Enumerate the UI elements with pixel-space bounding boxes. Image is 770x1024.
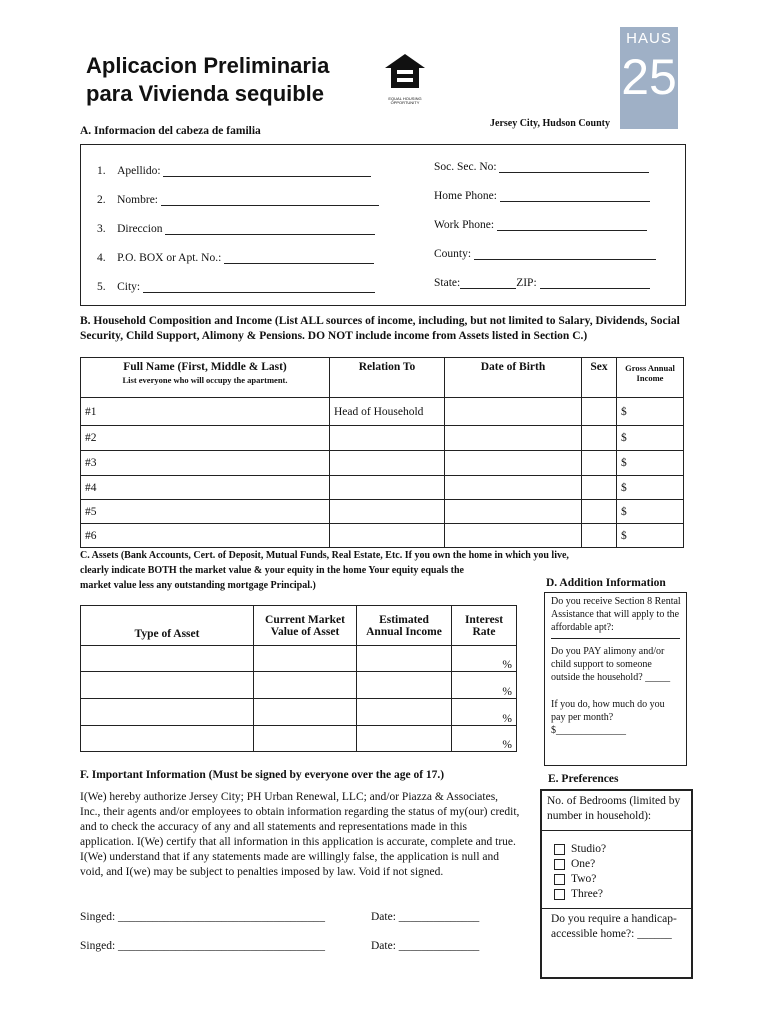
section-f-body: I(We) hereby authorize Jersey City; PH Urban Renewal, LLC; and/or Piazza & Associates, Inc., their agents and/or employees to obtain information regarding the status of my(our) credit, and to check the accuracy of any and all statements and representations made in this application. I(We) certify that all information in this application is accurate, complete and true. I(We) understand that if any statements made are willingly false, the application is null and void, and I(we) may be subject to penalties imposed by law. Void if not signed. xyxy=(80,791,520,878)
section-a-box xyxy=(80,144,686,306)
a-field-ssn[interactable]: Soc. Sec. No: xyxy=(434,161,649,173)
table-row[interactable]: #5 $ xyxy=(81,500,684,524)
equal-housing-logo xyxy=(383,52,427,105)
section-a-heading: A. Informacion del cabeza de familia xyxy=(80,125,261,137)
col-dob: Date of Birth xyxy=(445,358,582,398)
eho-text: EQUAL HOUSING OPPORTUNITY xyxy=(388,96,422,105)
table-row[interactable]: #1 Head of Household $ xyxy=(81,398,684,426)
a-field-nombre[interactable]: 2. Nombre: xyxy=(97,194,379,206)
house-icon xyxy=(383,52,427,92)
title-line-1: Aplicacion Preliminaria xyxy=(86,53,330,78)
option-three[interactable]: Three? xyxy=(554,887,691,902)
col-relation: Relation To xyxy=(330,358,445,398)
table-row[interactable]: % xyxy=(81,726,517,752)
title-line-2: para Vivienda sequible xyxy=(86,81,325,106)
col-interest-rate: Interest Rate xyxy=(452,606,517,646)
col-income: Gross Annual Income xyxy=(617,358,684,398)
section-c-heading: C. Assets (Bank Accounts, Cert. of Deposit, Mutual Funds, Real Estate, Etc. If you own the home in which you live, clearly indicate BOTH the market value & your equity in the home Your equity equals the market value less any outstanding mortgage Principal.) xyxy=(80,550,569,591)
section-d-box xyxy=(544,592,687,766)
col-asset-type: Type of Asset xyxy=(81,606,254,646)
section-e-box xyxy=(540,789,693,979)
date-line-2[interactable]: Date: ______________ xyxy=(371,940,480,952)
a-field-state-zip[interactable]: State: ZIP: xyxy=(434,277,650,289)
d-question-amount: If you do, how much do you pay per month? xyxy=(551,699,665,723)
a-field-county[interactable]: County: xyxy=(434,248,656,260)
section-b-heading: B. Household Composition and Income (List ALL sources of income, including, but not limited to Salary, Dividends, Social Security, Child Support, Alimony & Pensions. DO NOT include income from Assets listed in Section C.) xyxy=(80,315,680,342)
checkbox[interactable] xyxy=(554,874,565,885)
table-row[interactable]: #4 $ xyxy=(81,476,684,500)
assets-table xyxy=(80,605,517,752)
table-row[interactable]: #2 $ xyxy=(81,426,684,451)
logo-number: 25 xyxy=(621,49,677,105)
option-studio[interactable]: Studio? xyxy=(554,842,691,857)
table-row[interactable]: #6 $ xyxy=(81,524,684,548)
option-two[interactable]: Two? xyxy=(554,872,691,887)
table-row[interactable]: #3 $ xyxy=(81,451,684,476)
signature-line-2[interactable]: Singed: ____________________________________ xyxy=(80,940,326,952)
d-question-section8[interactable]: Do you receive Section 8 Rental Assistance that will apply to the affordable apt?: xyxy=(551,596,681,633)
d-amount-field[interactable]: $______________ xyxy=(551,725,626,736)
checkbox[interactable] xyxy=(554,859,565,870)
table-row[interactable]: % xyxy=(81,646,517,672)
d-question-alimony[interactable]: Do you PAY alimony and/or child support to someone outside the household? _____ xyxy=(551,646,671,683)
col-full-name: Full Name (First, Middle & Last) List everyone who will occupy the apartment. xyxy=(81,358,330,398)
a-field-work-phone[interactable]: Work Phone: xyxy=(434,219,647,231)
date-line-1[interactable]: Date: ______________ xyxy=(371,911,480,923)
table-row[interactable]: % xyxy=(81,672,517,699)
signature-line-1[interactable]: Singed: ____________________________________ xyxy=(80,911,326,923)
section-e-heading: E. Preferences xyxy=(548,773,619,785)
checkbox[interactable] xyxy=(554,889,565,900)
table-row[interactable]: % xyxy=(81,699,517,726)
a-field-home-phone[interactable]: Home Phone: xyxy=(434,190,650,202)
col-annual-income: Estimated Annual Income xyxy=(357,606,452,646)
a-field-city[interactable]: 5. City: xyxy=(97,281,375,293)
section-f-heading: F. Important Information (Must be signed by everyone over the age of 17.) xyxy=(80,769,445,781)
col-market-value: Current Market Value of Asset xyxy=(254,606,357,646)
location: Jersey City, Hudson County xyxy=(490,118,611,129)
household-table xyxy=(80,357,684,548)
section-d-heading: D. Addition Information xyxy=(546,577,666,589)
col-sex: Sex xyxy=(582,358,617,398)
handicap-question[interactable]: Do you require a handicap-accessible home?: ______ xyxy=(551,913,677,940)
checkbox[interactable] xyxy=(554,844,565,855)
option-one[interactable]: One? xyxy=(554,857,691,872)
logo-top-text: HAUS xyxy=(626,30,672,47)
a-field-pobox[interactable]: 4. P.O. BOX or Apt. No.: xyxy=(97,252,374,264)
haus25-logo xyxy=(620,27,678,129)
bedrooms-label: No. of Bedrooms (limited by number in household): xyxy=(547,795,681,822)
a-field-apellido[interactable]: 1. Apellido: xyxy=(97,165,371,177)
a-field-direccion[interactable]: 3. Direccion xyxy=(97,223,375,235)
page-title xyxy=(86,52,329,108)
